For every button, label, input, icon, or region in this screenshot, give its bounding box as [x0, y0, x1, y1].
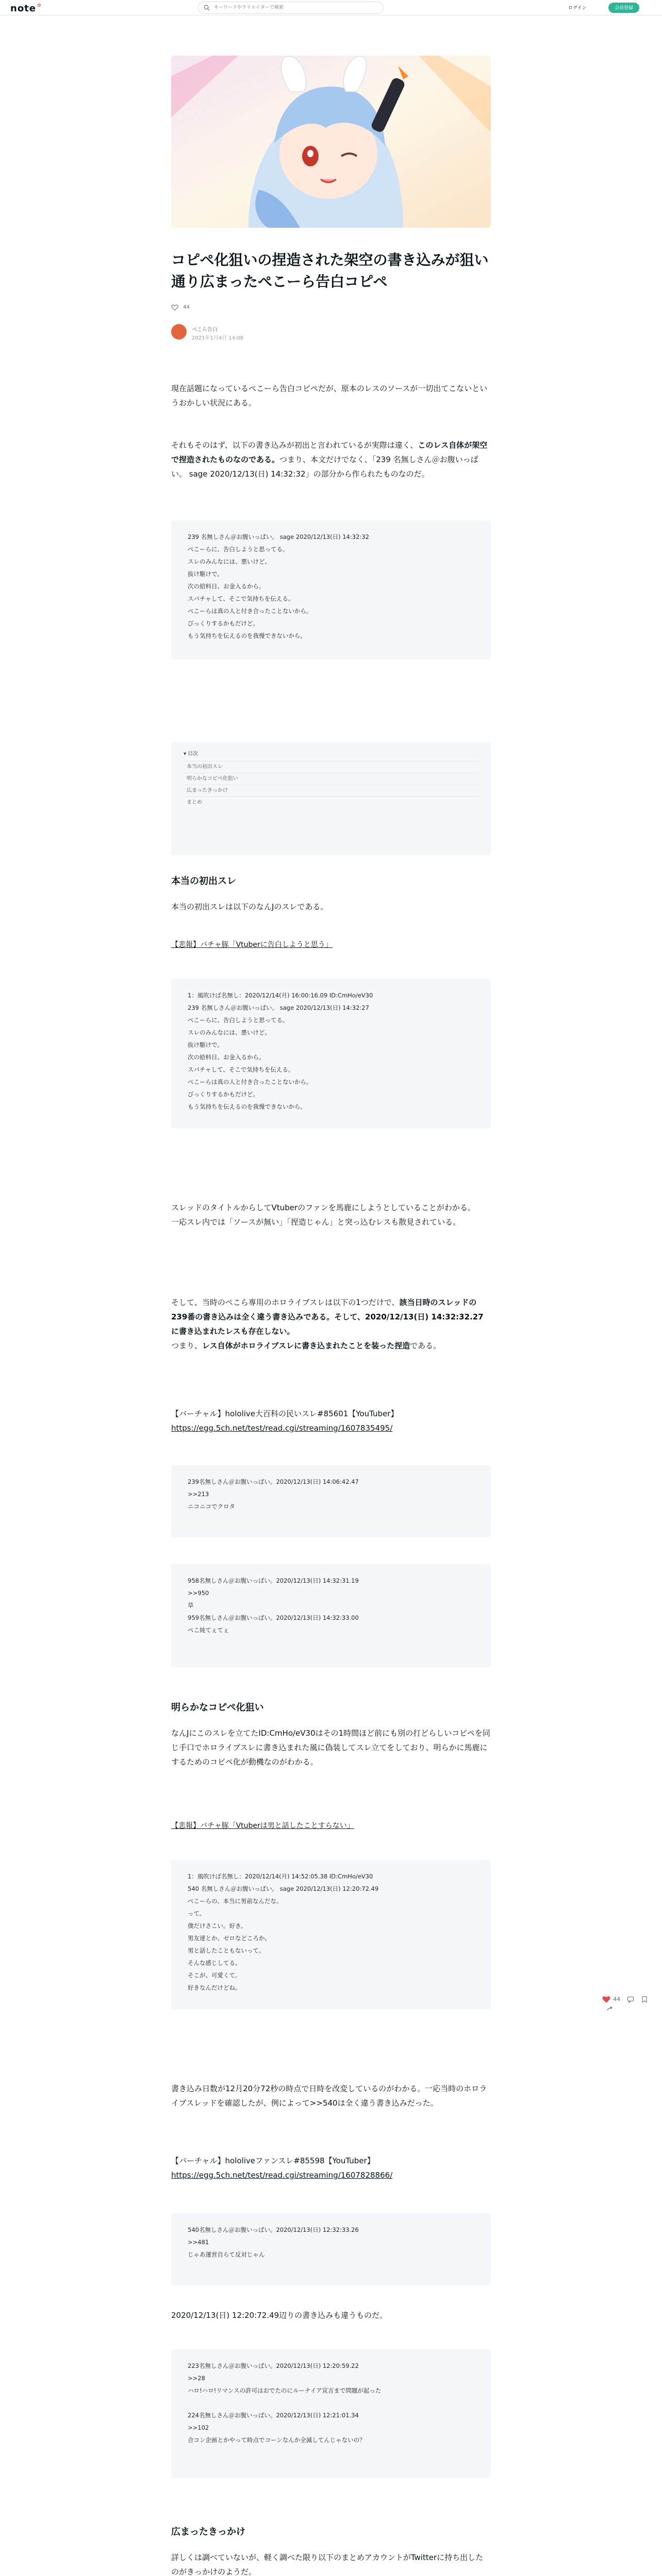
quote-block-2	[171, 979, 491, 1128]
search-input[interactable]	[214, 4, 374, 12]
toc-item[interactable]: 明らかなコピペ化狙い	[184, 773, 478, 785]
toc-item[interactable]: 本当の初出スレ	[184, 761, 478, 773]
quote-spacer	[188, 2397, 474, 2409]
quote-line: って。	[188, 1910, 206, 1917]
quote-line: ぺこーらは真の人と付き合ったことないから。	[188, 1078, 312, 1086]
quote-line: ぺこ純てぇてぇ	[188, 1626, 229, 1634]
quote-line: 224名無しさん＠お腹いっぱい。2020/12/13(日) 12:21:01.34	[188, 2412, 359, 2419]
quote-line: ぺこーらに、告白しようと思ってる。	[188, 1016, 289, 1024]
quote-line: スパチャして、そこで気持ちを伝える。	[188, 1066, 294, 1073]
intro-tail: つまり、本文だけでなく、「239 名無しさん＠お腹いっぱい。 sage 2020/12/13(日) 14:32:32」の部分から作られたものなのだ。	[171, 455, 478, 479]
heart-icon[interactable]	[602, 1995, 610, 2004]
quote-line: もう気持ちを伝えるのを我慢できないから。	[188, 1103, 306, 1110]
quote-line: 540 名無しさん＠お腹いっぱい。 sage 2020/12/13(日) 12:20:72.49	[188, 1885, 379, 1892]
comment-icon[interactable]	[627, 1996, 634, 2003]
quote-line: もう気持ちを伝えるのを我慢できないから。	[188, 632, 306, 639]
quote-line: びっくりするかもだけど。	[188, 1091, 259, 1098]
top-navigation-bar	[0, 0, 662, 15]
quote-line: 合コン企画とかやって時点でコーンなんか全滅してんじゃないの？	[188, 2436, 366, 2444]
quote-line: 1：風吹けば名無し：2020/12/14(月) 16:00:16.09 ID:CmHo/eV30	[188, 992, 373, 999]
quote-line: 239 名無しさん＠お腹いっぱい。 sage 2020/12/13(日) 14:32:32	[188, 533, 369, 540]
quote-line: 抜け駆けで。	[188, 570, 223, 578]
toc-item[interactable]: まとめ	[184, 796, 478, 808]
sec1-thread-link[interactable]: 【悲報】バチャ豚「Vtuberに告白しようと思う」	[171, 941, 333, 949]
quote-block-5	[171, 1860, 491, 2009]
quote-line: ニコニコでクロタ	[188, 1503, 235, 1510]
quote-line: ぺこーらに、告白しようと思ってる。	[188, 546, 289, 553]
quote-line: ハロ!ハロ!リマンスの許可はおでたのにルーナイア宣言まで問題が起った	[188, 2387, 382, 2394]
quote-line: スパチャして、そこで気持ちを伝える。	[188, 595, 294, 602]
header-illustration	[171, 56, 491, 228]
quote-line: 僕だけさこい。好き。	[188, 1922, 247, 1929]
quote-line: びっくりするかもだけど。	[188, 620, 259, 627]
table-of-contents	[171, 742, 491, 855]
search-box[interactable]	[198, 2, 384, 14]
quote-line: >>28	[188, 2375, 205, 2382]
quote-block-1	[171, 520, 491, 659]
share-icon[interactable]	[606, 2006, 614, 2013]
quote-line: >>950	[188, 1589, 209, 1597]
toc-head-label: 目次	[188, 751, 198, 757]
intro-text: それもそのはず、以下の書き込みが初出と言われているが実際は違く、	[171, 440, 418, 450]
sec3-paragraph-1: 詳しくは調べていないが、軽く調べた限り以下のまとめアカウントがTwitterに持ち出したのがきっかけのようだ。	[171, 2553, 484, 2576]
quote-block-7	[171, 2349, 491, 2478]
sec2-thread-link[interactable]: 【悲報】バチャ豚「Vtuberは男と話したことすらない」	[171, 1822, 354, 1830]
sec1-p3d: レス自体がホロライブスレに書き込まれたことを装った捏造	[202, 1341, 410, 1350]
sec1-p1-text: スレッドのタイトルからしてVtuberのファンを馬鹿にしようとしていることがわかる。	[171, 1203, 475, 1212]
quote-line: スレのみんなには、悪いけど。	[188, 558, 271, 565]
sec1-p3b: 該当日時のスレッドの239番の書き込みは全く違う書き込みである。そして、2020/12/13(日) 14:32:32.27に書き込まれたレスも存在しない。	[171, 1298, 484, 1336]
quote-line: 959名無しさん＠お腹いっぱい。2020/12/13(日) 14:32:33.00	[188, 1614, 359, 1621]
sec2-source-link-block	[171, 2154, 491, 2182]
source-link-label: 【バーチャル】hololiveファンスレ#85598【YouTuber】	[171, 2156, 375, 2165]
sec1-p3e: である。	[410, 1341, 441, 1350]
sec1-paragraph-2	[171, 1295, 491, 1353]
quote-line: >>213	[188, 1490, 209, 1498]
quote-line: スレのみんなには、悪いけど。	[188, 1029, 271, 1036]
quote-line: 239名無しさん＠お腹いっぱい。2020/12/13(日) 14:06:42.47	[188, 1478, 359, 1485]
like-area[interactable]	[171, 302, 190, 312]
quote-line: 223名無しさん＠お腹いっぱい。2020/12/13(日) 12:20:59.22	[188, 2362, 359, 2369]
quote-line: 草	[188, 1602, 194, 1609]
note-logo[interactable]	[10, 3, 42, 14]
quote-line: 958名無しさん＠お腹いっぱい。2020/12/13(日) 14:32:31.19	[188, 1577, 359, 1584]
intro-paragraph-2	[171, 438, 491, 481]
signup-button[interactable]: 会員登録	[608, 3, 639, 13]
quote-line: ぺこーらの、本当に男前なんだな。	[188, 1897, 283, 1905]
quote-block-6	[171, 2213, 491, 2285]
publish-date: 2021年1月4日 14:08	[192, 335, 244, 341]
quote-block-4	[171, 1564, 491, 1667]
heart-icon[interactable]	[171, 304, 178, 311]
sec1-text: 本当の初出スレは以下のなんJのスレである。	[171, 902, 328, 911]
sec2-paragraph-2: 書き込み日数が12月20分72秒の時点で日時を改変しているのがわかる。一応当時のホロライブスレッドを確認したが、例によって>>540は全く違う書き込みだった。	[171, 2084, 487, 2108]
logo-badge: ✿	[37, 3, 42, 8]
quote-line: じゃあ運営自らて反対じゃん	[188, 2251, 265, 2258]
sec1-p3a: そして、当時のぺこら専用のホロライブスレは以下の1つだけで、	[171, 1298, 400, 1307]
quote-line: 1：風吹けば名無し：2020/12/14(月) 14:52:05.38 ID:CmHo/eV30	[188, 1873, 373, 1880]
quote-line: >>481	[188, 2239, 209, 2246]
like-count: 44	[183, 304, 190, 310]
sec1-source-link-block	[171, 1406, 491, 1435]
side-like-count: 44	[613, 1996, 621, 2003]
quote-line: 540名無しさん＠お腹いっぱい。2020/12/13(日) 12:32:33.26	[188, 2226, 359, 2233]
logo-text: note	[10, 3, 36, 14]
quote-line: >>102	[188, 2424, 209, 2431]
section-heading-3: 広まったきっかけ	[171, 2527, 245, 2537]
source-link-url[interactable]: https://egg.5ch.net/test/read.cgi/streaming/1607828866/	[171, 2171, 393, 2180]
quote-line: 次の給料日、お金入るから。	[188, 1054, 265, 1061]
search-icon	[204, 5, 210, 11]
quote-line: 抜け駆けで。	[188, 1041, 223, 1048]
article-header-image	[171, 56, 491, 228]
source-link-label: 【バーチャル】hololive大百科の民いスレ#85601【YouTuber】	[171, 1409, 399, 1418]
intro-bold: このレス自体が架空で捏造されたものなのである。	[171, 440, 488, 464]
quote-line: 男と話したこともないって。	[188, 1947, 265, 1954]
quote-line: 239 名無しさん＠お腹いっぱい。 sage 2020/12/13(日) 14:32:27	[188, 1004, 369, 1011]
quote-block-3	[171, 1465, 491, 1537]
quote-line: ぺこーらは真の人と付き合ったことないから。	[188, 607, 312, 615]
login-button[interactable]: ログイン	[563, 3, 592, 13]
toc-heading[interactable]: ▾ 目次	[184, 751, 198, 757]
source-link-url[interactable]: https://egg.5ch.net/test/read.cgi/streaming/1607835495/	[171, 1423, 393, 1433]
quote-line: 男友達とか、ゼロなどころか。	[188, 1935, 271, 1942]
toc-item[interactable]: 広まったきっかけ	[184, 785, 478, 796]
quote-line: 次の給料日、お金入るから。	[188, 583, 265, 590]
sec2-paragraph-1: なんJにこのスレを立てたID:CmHo/eV30はその1時間ほど前にも別の打どらしいコピペを同じ手口でホロライブスレに書き込まれた風に偽装してスレ立てをしており、明らかに馬鹿にするためのコピペ化が動機なのがわかる。	[171, 1728, 490, 1767]
bookmark-icon[interactable]	[641, 1996, 648, 2003]
intro-paragraph-1: 現在話題になっているぺこーら告白コピペだが、原本のレスのソースが一切出てこないというおかしい状況にある。	[171, 384, 488, 408]
author-name[interactable]: ぺこら告白	[192, 327, 218, 333]
section-heading-2: 明らかなコピペ化狙い	[171, 1702, 264, 1713]
quote-line: そんな感じしてる。	[188, 1959, 241, 1967]
floating-action-bar	[602, 1994, 659, 2006]
sec2-paragraph-3: 2020/12/13(日) 12:20:72.49辺りの書き込みも違うものだ。	[171, 2311, 388, 2320]
sec1-p3c: つまり、	[171, 1341, 203, 1350]
section-heading-1: 本当の初出スレ	[171, 876, 236, 887]
article-title: コピペ化狙いの捏造された架空の書き込みが狙い通り広まったぺこーら告白コピペ	[171, 251, 489, 290]
sec1-paragraph-1	[171, 1200, 491, 1229]
avatar[interactable]	[171, 324, 187, 340]
quote-line: そこが、可愛くて。	[188, 1972, 241, 1979]
quote-line: 好きなんだけどね。	[188, 1984, 241, 1991]
sec1-p2-text: 一応スレ内では「ソースが無い」「捏造じゃん」と突っ込むレスも散見されている。	[171, 1217, 461, 1227]
